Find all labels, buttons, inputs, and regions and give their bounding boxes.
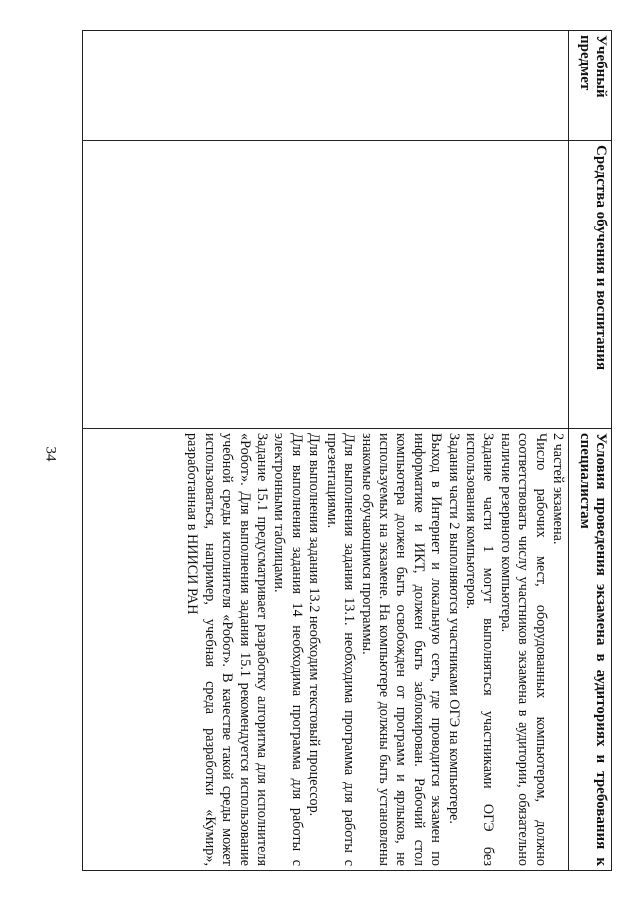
paragraph: Задания части 2 выполняются участниками ОГЭ на компьютере. [445,433,462,824]
paragraph: Для выполнения задания 13.2 необходим текстовый процессор. [306,433,323,817]
rotated-table-container [82,30,612,870]
paragraph: Для выполнения задания 14 необходима программа для работы с электронными таблицами. [271,433,305,866]
paragraph: Для выполнения задания 13.1. необходима программа для работы с презентациями. [323,433,358,866]
page-number: 34 [42,446,59,462]
cell-means [83,141,569,429]
header-subject: Учебный предмет [569,31,612,141]
paragraph: Выход в Интернет и локальную сеть, где проводится экзамен по информатике и ИКТ, должен быть заблокирован. Рабочий стол компьютера должен быть освобожден от программ и ярлыков, не используемых на экзамене. На компьютере должны быть установлены знакомые обучающимся программы. [358,433,445,866]
header-means: Средства обучения и воспитания [569,141,612,429]
header-conditions: Условия проведения экзамена в аудиториях и требования к специалистам [569,429,612,871]
table-header-row [569,31,612,871]
paragraph: Число рабочих мест, оборудованных компьютером, должно соответствовать числу участников экзамена в аудитории, обязательно наличие резервного компьютера. [497,433,549,866]
paragraph: 2 частей экзамена. [550,433,566,545]
cell-conditions [83,429,569,871]
cell-subject [83,31,569,141]
table-row [83,31,569,871]
exam-conditions-table [82,30,612,871]
paragraph: Задание 15.1 предусматривает разработку алгоритма для исполнителя «Робот». Для выполнения задания 15.1 рекомендуется использование учебной среды исполнителя «Робот». В качестве такой среды может использоваться, например, учебная среда разработки «Кумир», разработанная в НИИСИ РАН [184,433,271,866]
paragraph: Задание части 1 могут выполняться участниками ОГЭ без использования компьютеров. [462,433,497,866]
